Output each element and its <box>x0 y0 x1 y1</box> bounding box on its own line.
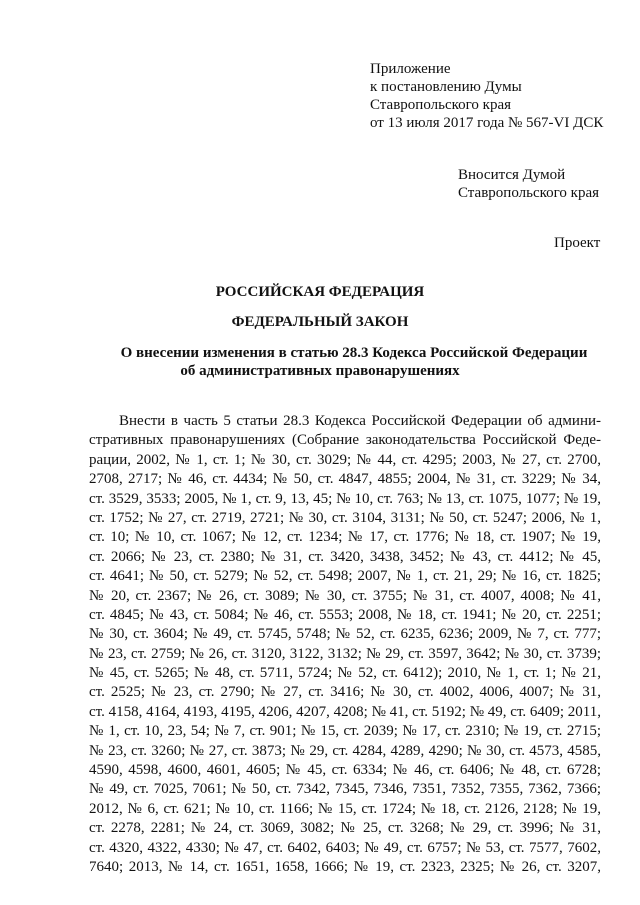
federation-heading: РОССИЙСКАЯ ФЕДЕРАЦИЯ <box>215 284 425 300</box>
law-type-heading: ФЕДЕРАЛЬНЫЙ ЗАКОН <box>231 314 409 330</box>
body-line: ст. 10; № 10, ст. 1067; № 12, ст. 1234; № 17, ст. 1776; № 18, ст. 1907; № 19, <box>89 529 601 546</box>
body-line: ст. 4320, 4322, 4330; № 47, ст. 6402, 6403; № 49, ст. 6757; № 53, ст. 7577, 7602, <box>89 839 601 856</box>
body-line: ст. 4641; № 50, ст. 5279; № 52, ст. 5498; 2007, № 1, ст. 21, 29; № 16, ст. 1825; <box>89 568 601 585</box>
body-line: № 20, ст. 2367; № 26, ст. 3089; № 30, ст. 3755; № 31, ст. 4007, 4008; № 41, <box>89 587 601 604</box>
draft-label: Проект <box>554 235 601 251</box>
body-line: ст. 1752; № 27, ст. 2719, 2721; № 30, ст. 3104, 3131; № 50, ст. 5247; 2006, № 1, <box>89 509 601 526</box>
body-line: 4590, 4598, 4600, 4601, 4605; № 45, ст. 6334; № 46, ст. 6406; № 48, ст. 6728; <box>89 762 601 779</box>
body-line: ст. 2278, 2281; № 24, ст. 3069, 3082; № 25, ст. 3268; № 29, ст. 3996; № 31, <box>89 820 601 837</box>
body-line: ст. 3529, 3533; 2005, № 1, ст. 9, 13, 45; № 10, ст. 763; № 13, ст. 1075, 1077; № 19, <box>89 490 601 507</box>
body-line: рации, 2002, № 1, ст. 1; № 30, ст. 3029; № 44, ст. 4295; 2003, № 27, ст. 2700, <box>89 451 601 468</box>
submitted-by <box>458 166 599 202</box>
annex-line: от 13 июля 2017 года № 567-VI ДСК <box>370 115 604 131</box>
body-line: 7640; 2013, № 14, ст. 1651, 1658, 1666; № 19, ст. 2323, 2325; № 26, ст. 3207, <box>89 858 601 875</box>
law-body-paragraph <box>89 412 601 877</box>
body-line: № 45, ст. 5265; № 48, ст. 5711, 5724; № 52, ст. 6412); 2010, № 1, ст. 1; № 21, <box>89 665 601 682</box>
submitted-by-line: Ставропольского края <box>458 185 599 201</box>
body-line: № 23, ст. 2759; № 26, ст. 3120, 3122, 3132; № 29, ст. 3597, 3642; № 30, ст. 3739; <box>89 645 601 662</box>
annex-line: Приложение <box>370 61 451 77</box>
annex-line: к постановлению Думы <box>370 79 522 95</box>
body-line: 2708, 2717; № 46, ст. 4434; № 50, ст. 4847, 4855; 2004, № 31, ст. 3229; № 34, <box>89 471 601 488</box>
body-line: № 49, ст. 7025, 7061; № 50, ст. 7342, 7345, 7346, 7351, 7352, 7355, 7362, 7366; <box>89 781 601 798</box>
body-line: Внести в часть 5 статьи 28.3 Кодекса Российской Федерации об админи- <box>119 413 601 429</box>
annex-reference <box>370 60 603 132</box>
body-line: № 23, ст. 3260; № 27, ст. 3873; № 29, ст. 4284, 4289, 4290; № 30, ст. 4573, 4585, <box>89 742 601 759</box>
body-line: ст. 2066; № 23, ст. 2380; № 31, ст. 3420, 3438, 3452; № 43, ст. 4412; № 45, <box>89 548 601 565</box>
body-line: ст. 2525; № 23, ст. 2790; № 27, ст. 3416; № 30, ст. 4002, 4006, 4007; № 31, <box>89 684 601 701</box>
body-line: ст. 4845; № 43, ст. 5084; № 46, ст. 5553; 2008, № 18, ст. 1941; № 20, ст. 2251; <box>89 606 601 623</box>
law-title-line: О внесении изменения в статью 28.3 Кодекса Российской Федерации <box>120 345 588 361</box>
law-title <box>0 344 640 380</box>
body-line: 2012, № 6, ст. 621; № 10, ст. 1166; № 15, ст. 1724; № 18, ст. 2126, 2128; № 19, <box>89 800 601 817</box>
body-line: № 1, ст. 10, 23, 54; № 7, ст. 901; № 15, ст. 2039; № 17, ст. 2310; № 19, ст. 2715; <box>89 723 601 740</box>
submitted-by-line: Вносится Думой <box>458 167 566 183</box>
body-line: ст. 4158, 4164, 4193, 4195, 4206, 4207, 4208; № 41, ст. 5192; № 49, ст. 6409; 2011, <box>89 703 601 720</box>
body-line: № 30, ст. 3604; № 49, ст. 5745, 5748; № 52, ст. 6235, 6236; 2009, № 7, ст. 777; <box>89 626 601 643</box>
body-line: стративных правонарушениях (Собрание законодательства Российской Феде- <box>89 432 601 449</box>
annex-line: Ставропольского края <box>370 97 511 113</box>
law-title-line: об административных правонарушениях <box>180 363 460 379</box>
